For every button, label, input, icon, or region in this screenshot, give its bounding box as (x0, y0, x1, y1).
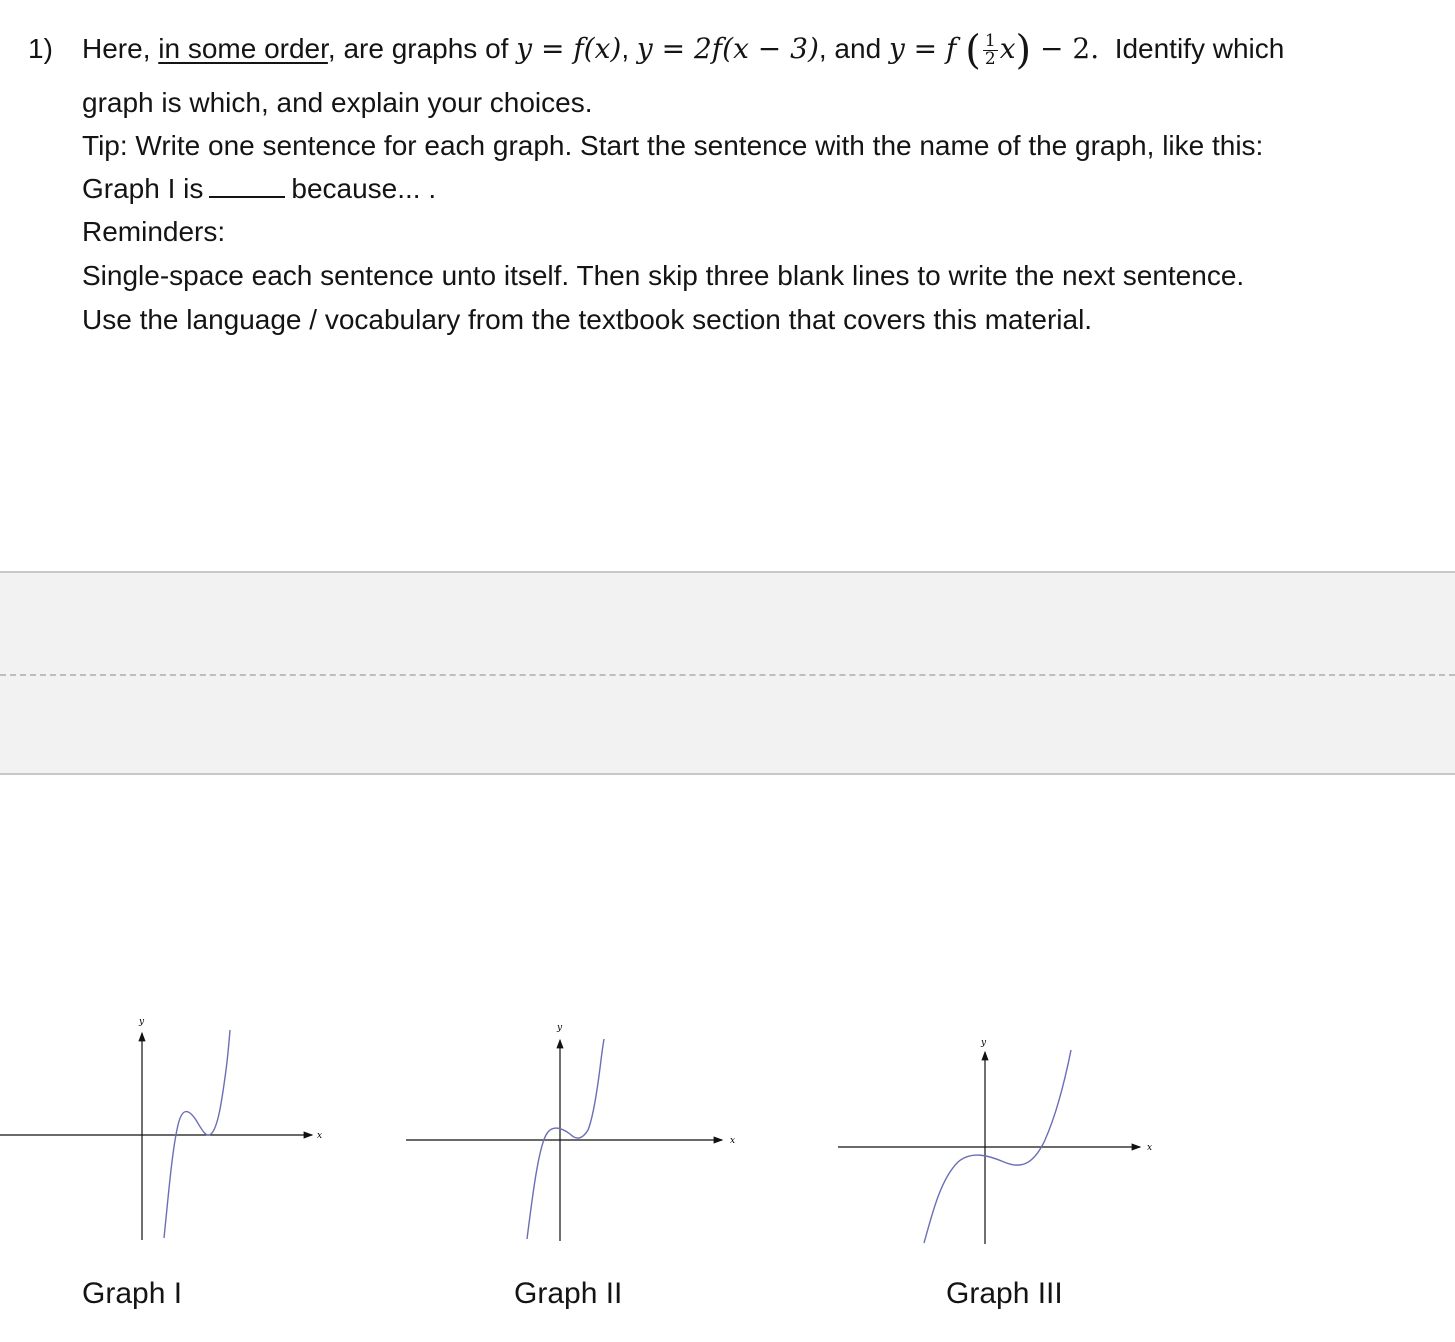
example-end: because... . (291, 173, 437, 204)
reminder-2: Use the language / vocabulary from the textbook section that covers this material. (82, 304, 1093, 335)
right-paren: ) (1015, 27, 1032, 74)
equation-3-suffix: − 2. (1040, 32, 1100, 65)
example-sentence (82, 172, 436, 206)
graph-2 (406, 1023, 735, 1241)
intro-mid: , are graphs of (327, 33, 517, 64)
identify-text: Identify which (1114, 33, 1285, 64)
graph-3-x-label: x (1147, 1143, 1153, 1153)
left-paren: ( (965, 27, 981, 74)
fraction-one-half (983, 33, 998, 68)
in-some-order-underlined: in some order (158, 33, 328, 64)
equation-3-prefix: y = f (888, 32, 957, 65)
graph-2-curve (527, 1039, 604, 1239)
graph-3 (838, 1038, 1152, 1244)
intro-prefix: Here, (82, 33, 159, 64)
graph-2-label: Graph II (514, 1277, 623, 1310)
graph-1-curve (164, 1030, 230, 1238)
graph-3-y-label: y (981, 1038, 987, 1048)
reminder-1: Single-space each sentence unto itself. Then skip three blank lines to write the next sentence. (82, 260, 1245, 291)
fraction-numerator: 1 (984, 31, 996, 51)
question-line-1: Here, in some order, are graphs of y = f(x), y = 2f(x − 3), and y = f ( $\frac{1}{2}$ x) − 2. Identify which (82, 27, 1285, 74)
equation-3-var: x (999, 32, 1016, 65)
graphs-figure (0, 1000, 1455, 1260)
graph-1 (0, 1017, 322, 1240)
question-line-2: graph is which, and explain your choices. (82, 87, 593, 118)
graph-1-x-label: x (317, 1131, 323, 1141)
question-number: 1) (28, 33, 53, 64)
graph-2-x-label: x (730, 1136, 736, 1146)
graph-3-label: Graph III (946, 1277, 1063, 1310)
graph-1-y-label: y (139, 1017, 145, 1027)
example-start: Graph I is (82, 173, 204, 204)
tip-text: Tip: Write one sentence for each graph. Start the sentence with the name of the graph, like this: (82, 130, 1264, 161)
answer-area[interactable] (0, 571, 1455, 775)
equation-2: y = 2f(x − 3) (636, 32, 819, 65)
answer-blank (209, 176, 285, 198)
reminders-heading: Reminders: (82, 216, 226, 247)
and-text: , and (818, 33, 889, 64)
answer-divider (0, 674, 1455, 676)
graph-2-y-label: y (557, 1023, 563, 1033)
fraction-denominator: 2 (984, 49, 996, 69)
graph-1-label: Graph I (82, 1277, 183, 1310)
equation-3 (888, 27, 1100, 74)
equation-1: y = f(x) (516, 32, 622, 65)
